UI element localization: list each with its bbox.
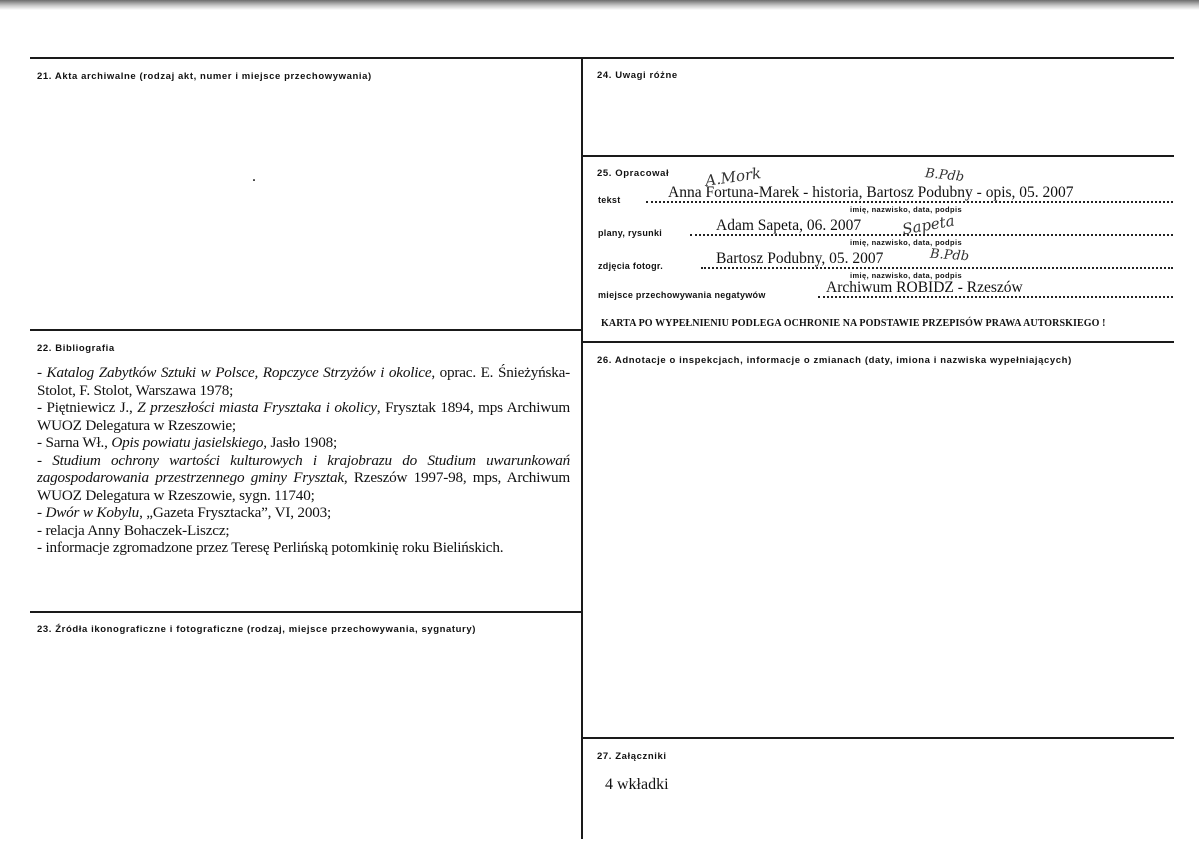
bibliography-entry-prefix: - Piętniewicz J., xyxy=(37,399,138,416)
bibliography-list xyxy=(37,364,570,557)
author-row-value: Adam Sapeta, 06. 2007 xyxy=(716,217,862,234)
bibliography-entry-title: Z przeszłości miasta Frysztaka i okolicy xyxy=(137,399,377,416)
bibliography-entry-title: Katalog Zabytków Sztuki w Polsce, Ropczyce Strzyżów i okolice xyxy=(46,364,432,381)
signature-plans: Sapeta xyxy=(900,211,956,239)
attachments-value: 4 wkładki xyxy=(605,776,669,793)
top-border-left xyxy=(30,57,582,59)
bibliography-entry xyxy=(37,434,570,452)
section-21-mark: . xyxy=(252,168,256,185)
top-border-right xyxy=(582,57,1174,59)
divider-25-26 xyxy=(582,341,1174,343)
author-row-label: plany, rysunki xyxy=(598,228,663,238)
divider-21-22 xyxy=(30,329,582,331)
author-row-value: Anna Fortuna-Marek - historia, Bartosz Podubny - opis, 05. 2007 xyxy=(668,184,1074,201)
divider-24-25 xyxy=(582,155,1174,157)
section-21-header: 21. Akta archiwalne (rodzaj akt, numer i miejsce przechowywania) xyxy=(37,71,372,82)
bibliography-entry-title: Dwór w Kobylu xyxy=(45,504,140,521)
section-22-header: 22. Bibliografia xyxy=(37,343,115,354)
author-row-text xyxy=(598,184,1173,214)
bibliography-entry-title: Opis powiatu jasielskiego xyxy=(111,434,264,451)
bibliography-entry-details: , Jasło 1908; xyxy=(263,434,338,451)
scan-top-edge xyxy=(0,0,1199,10)
bibliography-entry-prefix: - xyxy=(37,451,53,469)
signature-describer: B.Pdb xyxy=(924,165,965,186)
bibliography-entry xyxy=(37,539,570,557)
signature-historian: A.Mork xyxy=(704,164,763,190)
section-23-header: 23. Źródła ikonograficzne i fotograficzne (rodzaj, miejsce przechowywania, sygnatury) xyxy=(37,624,477,635)
bibliography-entry-details: , Frysztak 1894, mps Archiwum WUOZ Delegatura w Rzeszowie; xyxy=(37,399,570,434)
divider-22-23 xyxy=(30,611,582,613)
author-row-value: Bartosz Podubny, 05. 2007 xyxy=(716,250,884,267)
author-row-caption: imię, nazwisko, data, podpis xyxy=(850,238,963,247)
bibliography-entry xyxy=(37,504,570,522)
section-26-header: 26. Adnotacje o inspekcjach, informacje o zmianach (daty, imiona i nazwiska wypełniających) xyxy=(597,355,1072,366)
bibliography-entry-details: , Rzeszów 1997-98, mps, Archiwum WUOZ Delegatura w Rzeszowie, sygn. 11740; xyxy=(37,469,570,504)
bibliography-entry xyxy=(37,399,570,434)
divider-26-27 xyxy=(582,737,1174,739)
bibliography-entry-prefix: - informacje zgromadzone przez Teresę Perlińską potomkinię roku Bielińskich. xyxy=(37,539,504,556)
bibliography-entry-details: , oprac. E. Śnieżyńska-Stolot, F. Stolot, Warszawa 1978; xyxy=(37,364,570,399)
bibliography-entry-prefix: - xyxy=(37,364,47,381)
bibliography-entry-prefix: - Sarna Wł., xyxy=(37,434,112,451)
bibliography-entry xyxy=(37,452,570,505)
copyright-notice: KARTA PO WYPEŁNIENIU PODLEGA OCHRONIE NA PODSTAWIE PRZEPISÓW PRAWA AUTORSKIEGO ! xyxy=(601,318,1106,329)
center-divider xyxy=(581,57,583,839)
bibliography-entry xyxy=(37,364,570,399)
bibliography-entry-details: , „Gazeta Frysztacka”, VI, 2003; xyxy=(139,504,332,521)
author-row-value: Archiwum ROBIDZ - Rzeszów xyxy=(826,279,1023,296)
author-row-plans xyxy=(598,217,1173,247)
bibliography-entry xyxy=(37,522,570,540)
author-row-photos xyxy=(598,250,1173,280)
author-row-caption: imię, nazwisko, data, podpis xyxy=(850,271,963,280)
bibliography-entry-prefix: - relacja Anny Bohaczek-Liszcz; xyxy=(37,521,230,539)
section-27-header: 27. Załączniki xyxy=(597,751,667,762)
bibliography-entry-prefix: - xyxy=(37,504,46,521)
bibliography-entry-title: Studium ochrony wartości kulturowych i krajobrazu do Studium uwarunkowań zagospodarowania przestrzennego gminy Frysztak xyxy=(37,451,570,486)
section-25-header: 25. Opracował xyxy=(597,168,670,179)
author-row-label: zdjęcia fotogr. xyxy=(598,261,664,271)
signature-photos: B.Pdb xyxy=(929,246,970,265)
author-row-caption: imię, nazwisko, data, podpis xyxy=(850,205,963,214)
author-row-label: tekst xyxy=(598,195,621,205)
author-row-label: miejsce przechowywania negatywów xyxy=(598,290,766,300)
section-24-header: 24. Uwagi różne xyxy=(597,70,678,81)
author-row-negatives xyxy=(598,280,1173,300)
